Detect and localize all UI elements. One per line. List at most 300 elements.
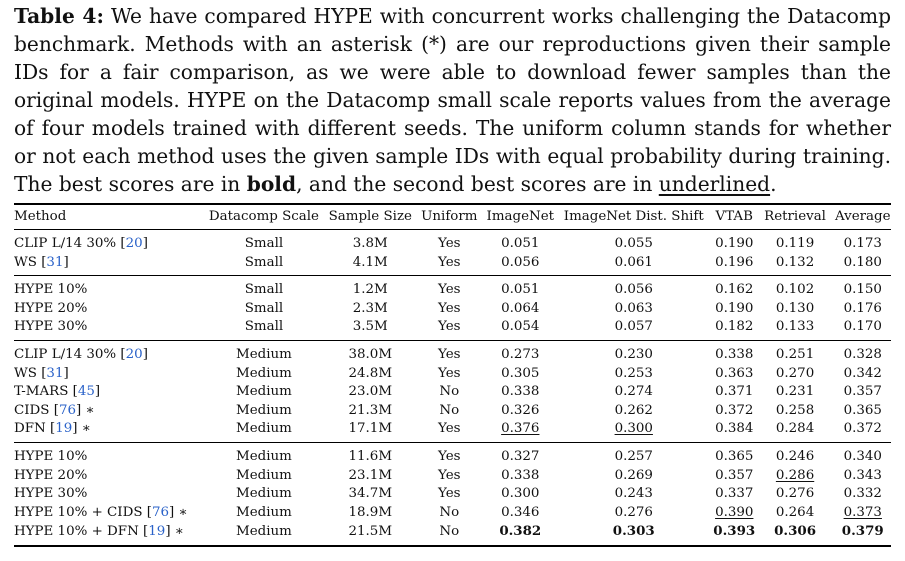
cell-value: 0.258 [775,402,815,418]
citation-link: 31 [46,365,64,381]
cell-value: No [439,523,460,539]
table-group [14,442,891,545]
cell-imagenet-dist-shift [559,340,709,364]
method-text: DFN [ [14,421,56,437]
cell-retrieval [760,442,831,466]
method-text: HYPE 10% [14,282,88,298]
cell-datacomp-scale [204,365,324,384]
cell-uniform [417,467,482,486]
cell-imagenet [482,365,559,384]
cell-value: 0.340 [843,448,882,464]
cell-value: 23.0M [348,384,393,400]
cell-average [831,254,891,276]
cell-datacomp-scale [204,254,324,276]
cell-value: 0.055 [614,236,653,251]
cell-sample-size [324,522,417,546]
second-best-score: 0.390 [715,504,754,520]
cell-imagenet [482,420,559,442]
method-text: T-MARS [ [14,384,78,400]
cell-value: 3.8M [352,236,388,251]
method-text: HYPE 10% [14,448,88,464]
col-header-method: Method [14,204,204,230]
cell-value: 0.056 [614,282,653,298]
cell-value: 0.300 [501,486,540,502]
cell-retrieval [760,504,831,523]
cell-value: 23.1M [348,467,393,483]
citation-link: 20 [125,236,143,251]
method-text: CLIP L/14 30% [ [14,236,126,251]
cell-value: 0.196 [715,254,754,270]
cell-value: Yes [438,300,461,316]
cell-value: 21.5M [348,523,393,539]
method-text: HYPE 20% [14,300,88,316]
method-text: WS [ [14,365,47,381]
cell-value: 0.230 [614,346,653,362]
cell-value: 0.262 [614,402,653,418]
cell-datacomp-scale [204,420,324,442]
method-text: ] [63,254,69,270]
cell-value: 0.363 [715,365,754,381]
cell-value: 0.332 [843,486,882,502]
cell-imagenet-dist-shift [559,504,709,523]
cell-sample-size [324,402,417,421]
col-header-imagenet: ImageNet [482,204,559,230]
method-text: ] [94,384,101,400]
cell-value: 0.180 [843,254,882,270]
cell-imagenet [482,254,559,276]
cell-value: 0.270 [775,365,815,381]
citation-link: 19 [148,523,166,539]
cell-average [831,383,891,402]
cell-imagenet-dist-shift [559,318,709,340]
cell-retrieval [760,300,831,319]
table-row [14,254,891,276]
cell-sample-size [324,340,417,364]
cell-datacomp-scale [204,300,324,319]
cell-value: Medium [236,346,292,362]
cell-vtab [709,340,760,364]
cell-value: 0.051 [501,236,540,251]
cell-value: Medium [236,467,292,483]
cell-datacomp-scale [204,383,324,402]
second-best-score: 0.300 [614,421,653,437]
cell-value: 24.8M [348,365,393,381]
cell-value: 0.150 [843,282,882,298]
best-score: 0.382 [499,523,542,540]
cell-value: Yes [438,319,461,335]
cell-retrieval [760,365,831,384]
cell-method [14,276,204,300]
cell-imagenet-dist-shift [559,467,709,486]
table-row [14,402,891,421]
cell-value: Medium [236,448,292,464]
table-header [14,204,891,230]
cell-value: 0.170 [843,319,882,335]
cell-average [831,402,891,421]
cell-method [14,318,204,340]
cell-value: 0.338 [501,384,540,400]
cell-imagenet [482,522,559,546]
cell-method [14,504,204,523]
cell-value: 0.372 [715,402,754,418]
cell-vtab [709,318,760,340]
cell-uniform [417,340,482,364]
cell-vtab [709,402,760,421]
cell-vtab [709,300,760,319]
cell-average [831,340,891,364]
cell-value: Medium [236,504,292,520]
table-row [14,420,891,442]
cell-value: 0.284 [775,421,815,437]
cell-sample-size [324,276,417,300]
caption-underlined-word: underlined [658,172,771,196]
cell-value: Small [244,282,284,298]
cell-value: 0.342 [843,365,882,381]
cell-datacomp-scale [204,485,324,504]
best-score: 0.379 [841,523,884,540]
col-header-vtab: VTAB [709,204,760,230]
results-table [14,203,891,547]
cell-sample-size [324,442,417,466]
method-text: ] ∗ [72,421,91,437]
table-row [14,467,891,486]
cell-value: 0.338 [715,346,754,362]
col-header-uniform: Uniform [417,204,482,230]
method-text: ] ∗ [75,402,95,418]
cell-uniform [417,300,482,319]
cell-method [14,485,204,504]
cell-sample-size [324,230,417,254]
cell-imagenet-dist-shift [559,402,709,421]
cell-imagenet [482,300,559,319]
cell-value: 0.064 [501,300,540,316]
cell-retrieval [760,318,831,340]
cell-value: 2.3M [352,300,388,316]
cell-value: 0.276 [614,504,653,520]
cell-uniform [417,230,482,254]
cell-average [831,318,891,340]
cell-datacomp-scale [204,402,324,421]
col-header-imagenet-dist-shift: ImageNet Dist. Shift [559,204,709,230]
table-row [14,276,891,300]
cell-value: Medium [236,523,292,539]
table-group [14,276,891,341]
cell-imagenet-dist-shift [559,276,709,300]
cell-average [831,485,891,504]
cell-value: Small [244,254,284,270]
cell-value: 4.1M [352,254,388,270]
cell-value: 0.246 [775,448,815,464]
cell-retrieval [760,485,831,504]
cell-value: 0.276 [775,486,815,502]
cell-value: No [439,402,460,418]
cell-value: 0.269 [614,467,653,483]
cell-value: 11.6M [348,448,393,464]
cell-imagenet-dist-shift [559,254,709,276]
cell-imagenet [482,504,559,523]
cell-datacomp-scale [204,522,324,546]
cell-retrieval [760,402,831,421]
cell-retrieval [760,230,831,254]
table-row [14,442,891,466]
cell-datacomp-scale [204,276,324,300]
cell-retrieval [760,340,831,364]
table-row [14,300,891,319]
cell-value: Small [244,319,284,335]
cell-value: 0.102 [775,282,815,298]
method-text: WS [ [14,254,47,270]
cell-method [14,254,204,276]
table-row [14,318,891,340]
best-score: 0.306 [774,523,817,540]
method-text: ] [63,365,69,381]
cell-uniform [417,485,482,504]
cell-value: No [439,504,460,520]
cell-vtab [709,254,760,276]
method-text: HYPE 30% [14,319,88,335]
cell-uniform [417,383,482,402]
cell-value: Yes [438,421,461,437]
cell-value: 0.051 [501,282,540,298]
cell-value: 0.384 [715,421,754,437]
cell-value: 0.231 [775,384,815,400]
second-best-score: 0.286 [775,467,815,483]
cell-vtab [709,276,760,300]
cell-average [831,365,891,384]
cell-method [14,442,204,466]
cell-method [14,230,204,254]
method-text: ] ∗ [169,504,188,520]
header-row [14,204,891,230]
cell-uniform [417,254,482,276]
cell-vtab [709,383,760,402]
citation-link: 31 [46,254,64,270]
cell-imagenet [482,402,559,421]
cell-value: 17.1M [348,421,393,437]
table-row [14,383,891,402]
citation-link: 76 [58,402,76,418]
cell-vtab [709,504,760,523]
cell-value: Medium [236,365,292,381]
cell-value: Yes [438,448,461,464]
cell-value: Yes [438,486,461,502]
cell-retrieval [760,254,831,276]
cell-vtab [709,467,760,486]
col-header-average: Average [831,204,891,230]
cell-datacomp-scale [204,318,324,340]
col-header-sample-size: Sample Size [324,204,417,230]
cell-value: 38.0M [348,346,393,362]
method-text: ] ∗ [165,523,184,539]
cell-imagenet-dist-shift [559,522,709,546]
cell-vtab [709,522,760,546]
cell-value: 0.257 [614,448,653,464]
cell-imagenet [482,467,559,486]
cell-value: 0.274 [614,384,653,400]
cell-vtab [709,420,760,442]
cell-value: 21.3M [348,402,393,418]
cell-retrieval [760,276,831,300]
cell-value: 0.130 [775,300,815,316]
cell-value: Yes [438,346,461,362]
cell-sample-size [324,383,417,402]
cell-value: 0.357 [715,467,754,483]
cell-sample-size [324,318,417,340]
cell-datacomp-scale [204,340,324,364]
second-best-score: 0.376 [501,421,540,437]
cell-retrieval [760,420,831,442]
cell-value: 3.5M [352,319,388,335]
cell-imagenet [482,276,559,300]
cell-uniform [417,318,482,340]
cell-uniform [417,365,482,384]
cell-method [14,522,204,546]
cell-imagenet-dist-shift [559,442,709,466]
cell-value: 0.182 [715,319,754,335]
method-text: CIDS [ [14,402,59,418]
cell-vtab [709,365,760,384]
method-text: HYPE 10% + CIDS [ [14,504,152,520]
cell-value: 0.056 [501,254,540,270]
caption-text-1: We have compared HYPE with concurrent works challenging the Datacomp benchmark. Methods with an asterisk (*) are our reproductions given their sample IDs for a fair comparison, as we were able to download fewer samples than the original models. HYPE on the Datacomp small scale reports values from the average of four models trained with different seeds. The uniform column stands for whether or not each method uses the given sample IDs with equal probability during training. The best scores are in [14,4,892,196]
method-text: CLIP L/14 30% [ [14,346,126,362]
cell-value: 18.9M [348,504,393,520]
cell-value: 0.243 [614,486,653,502]
cell-value: 0.176 [843,300,882,316]
cell-value: 0.326 [501,402,540,418]
cell-sample-size [324,504,417,523]
cell-uniform [417,504,482,523]
col-header-datacomp-scale: Datacomp Scale [204,204,324,230]
cell-sample-size [324,485,417,504]
cell-value: 0.057 [614,319,653,335]
table-row [14,485,891,504]
cell-datacomp-scale [204,504,324,523]
cell-value: 0.371 [715,384,754,400]
cell-sample-size [324,365,417,384]
cell-sample-size [324,420,417,442]
cell-sample-size [324,467,417,486]
cell-datacomp-scale [204,442,324,466]
best-score: 0.393 [713,523,756,540]
cell-vtab [709,442,760,466]
best-score: 0.303 [612,523,655,540]
cell-value: Yes [438,365,461,381]
cell-method [14,383,204,402]
cell-average [831,467,891,486]
cell-average [831,522,891,546]
cell-value: 0.365 [843,402,882,418]
cell-value: 0.264 [775,504,815,520]
cell-value: Yes [438,282,461,298]
table-row [14,504,891,523]
cell-value: 34.7M [348,486,393,502]
caption-label: Table 4: [14,4,104,28]
cell-value: 0.343 [843,467,882,483]
cell-value: 0.054 [501,319,540,335]
cell-uniform [417,442,482,466]
cell-value: No [439,384,460,400]
cell-value: Yes [438,236,461,251]
table-group [14,230,891,276]
table-row [14,522,891,546]
cell-value: 0.372 [843,421,882,437]
caption-text-2: , and the second best scores are in [296,172,659,196]
cell-value: Medium [236,384,292,400]
caption-text-3: . [770,172,777,196]
table-row [14,365,891,384]
cell-average [831,504,891,523]
cell-value: 0.133 [775,319,815,335]
cell-uniform [417,402,482,421]
cell-imagenet [482,340,559,364]
cell-vtab [709,230,760,254]
cell-value: 0.251 [775,346,815,362]
cell-average [831,300,891,319]
cell-imagenet [482,442,559,466]
cell-value: 0.328 [843,346,882,362]
cell-imagenet-dist-shift [559,365,709,384]
cell-method [14,340,204,364]
citation-link: 76 [151,504,170,520]
cell-value: 0.357 [843,384,882,400]
cell-value: 0.305 [501,365,540,381]
method-text: HYPE 30% [14,486,88,502]
cell-datacomp-scale [204,467,324,486]
citation-link: 45 [77,384,95,400]
cell-imagenet-dist-shift [559,230,709,254]
method-text: ] [142,236,148,251]
cell-value: 0.061 [614,254,653,270]
cell-value: Medium [236,486,292,502]
cell-retrieval [760,467,831,486]
cell-sample-size [324,254,417,276]
cell-method [14,300,204,319]
cell-value: 0.346 [501,504,540,520]
cell-imagenet-dist-shift [559,420,709,442]
method-text: HYPE 20% [14,467,88,483]
table-group [14,340,891,442]
cell-value: 0.253 [614,365,653,381]
cell-retrieval [760,383,831,402]
cell-value: Medium [236,421,292,437]
table-row [14,340,891,364]
cell-method [14,420,204,442]
cell-imagenet [482,485,559,504]
cell-value: 0.327 [501,448,540,464]
method-text: HYPE 10% + DFN [ [14,523,149,539]
cell-value: 0.063 [614,300,653,316]
citation-link: 19 [55,421,73,437]
cell-imagenet [482,318,559,340]
caption-bold-word: bold [246,172,297,196]
cell-value: 0.190 [715,300,754,316]
cell-value: 0.273 [501,346,540,362]
cell-value: Yes [438,467,461,483]
cell-average [831,230,891,254]
table-caption [14,2,891,198]
cell-value: 0.337 [715,486,754,502]
method-text: ] [142,346,148,362]
cell-vtab [709,485,760,504]
cell-imagenet [482,230,559,254]
cell-value: 0.162 [715,282,754,298]
cell-value: 0.119 [775,236,815,251]
cell-method [14,467,204,486]
citation-link: 20 [125,346,143,362]
cell-value: Small [244,300,284,316]
cell-value: 1.2M [352,282,388,298]
